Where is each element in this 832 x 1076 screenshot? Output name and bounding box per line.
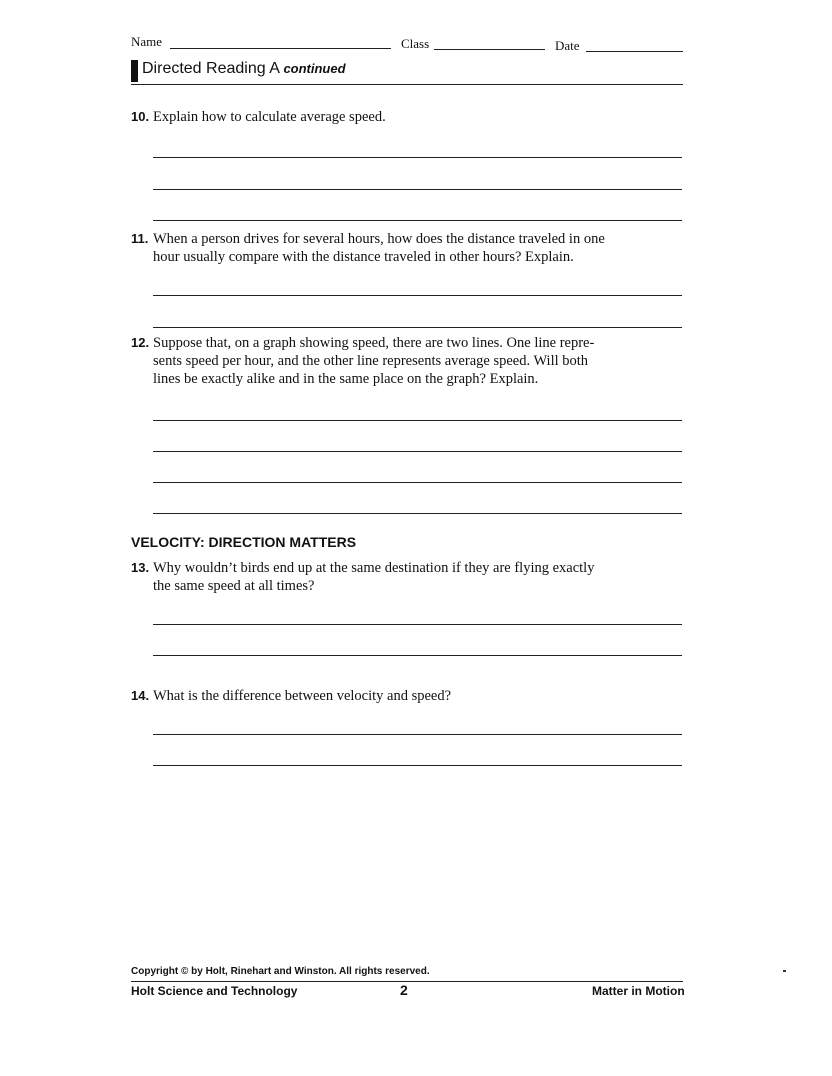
- answer-line-11-2[interactable]: [153, 327, 682, 328]
- answer-line-14-2[interactable]: [153, 765, 682, 766]
- question-number: 11.: [131, 231, 149, 246]
- question-number: 14.: [131, 688, 150, 703]
- answer-line-12-4[interactable]: [153, 513, 682, 514]
- answer-line-14-1[interactable]: [153, 734, 682, 735]
- footer-publisher: Holt Science and Technology: [131, 984, 298, 998]
- page-title-text: Directed Reading A: [142, 60, 279, 77]
- page-title-suffix: continued: [283, 61, 346, 76]
- section-heading: VELOCITY: DIRECTION MATTERS: [131, 534, 357, 550]
- title-bar-marker: [131, 60, 138, 82]
- question-text-cont: the same speed at all times?: [153, 578, 315, 594]
- page-number: 2: [400, 982, 408, 998]
- question-number: 10.: [131, 109, 150, 124]
- answer-line-12-2[interactable]: [153, 451, 682, 452]
- name-label: Name: [131, 34, 163, 49]
- name-field[interactable]: [170, 48, 391, 49]
- question-11: [131, 230, 691, 266]
- answer-line-10-2[interactable]: [153, 189, 682, 190]
- class-label: Class: [401, 36, 430, 51]
- answer-line-13-2[interactable]: [153, 655, 682, 656]
- question-12: [131, 334, 691, 388]
- answer-line-12-1[interactable]: [153, 420, 682, 421]
- answer-line-12-3[interactable]: [153, 482, 682, 483]
- question-text: Suppose that, on a graph showing speed, there are two lines. One line repre-: [153, 335, 595, 351]
- page-title: [142, 60, 346, 78]
- footer-chapter: Matter in Motion: [592, 984, 685, 998]
- date-label: Date: [555, 38, 580, 53]
- question-number: 13.: [131, 560, 150, 575]
- answer-line-10-3[interactable]: [153, 220, 682, 221]
- question-13: [131, 559, 691, 595]
- scan-speck: [783, 970, 786, 972]
- copyright-notice: Copyright © by Holt, Rinehart and Winston. All rights reserved.: [131, 966, 430, 977]
- title-rule: [131, 84, 683, 85]
- question-text: Explain how to calculate average speed.: [153, 109, 386, 125]
- question-text: What is the difference between velocity and speed?: [153, 688, 452, 704]
- question-text: When a person drives for several hours, how does the distance traveled in one: [153, 231, 605, 247]
- question-10: [131, 108, 691, 126]
- answer-line-10-1[interactable]: [153, 157, 682, 158]
- question-text: Why wouldn’t birds end up at the same destination if they are flying exactly: [153, 560, 595, 576]
- question-text-cont: sents speed per hour, and the other line represents average speed. Will both: [153, 353, 589, 369]
- date-field[interactable]: [586, 51, 683, 52]
- question-text-cont: lines be exactly alike and in the same place on the graph? Explain.: [153, 371, 539, 387]
- class-field[interactable]: [434, 49, 545, 50]
- question-14: [131, 687, 691, 705]
- question-text-cont: hour usually compare with the distance traveled in other hours? Explain.: [153, 249, 574, 265]
- answer-line-11-1[interactable]: [153, 295, 682, 296]
- question-number: 12.: [131, 335, 150, 350]
- answer-line-13-1[interactable]: [153, 624, 682, 625]
